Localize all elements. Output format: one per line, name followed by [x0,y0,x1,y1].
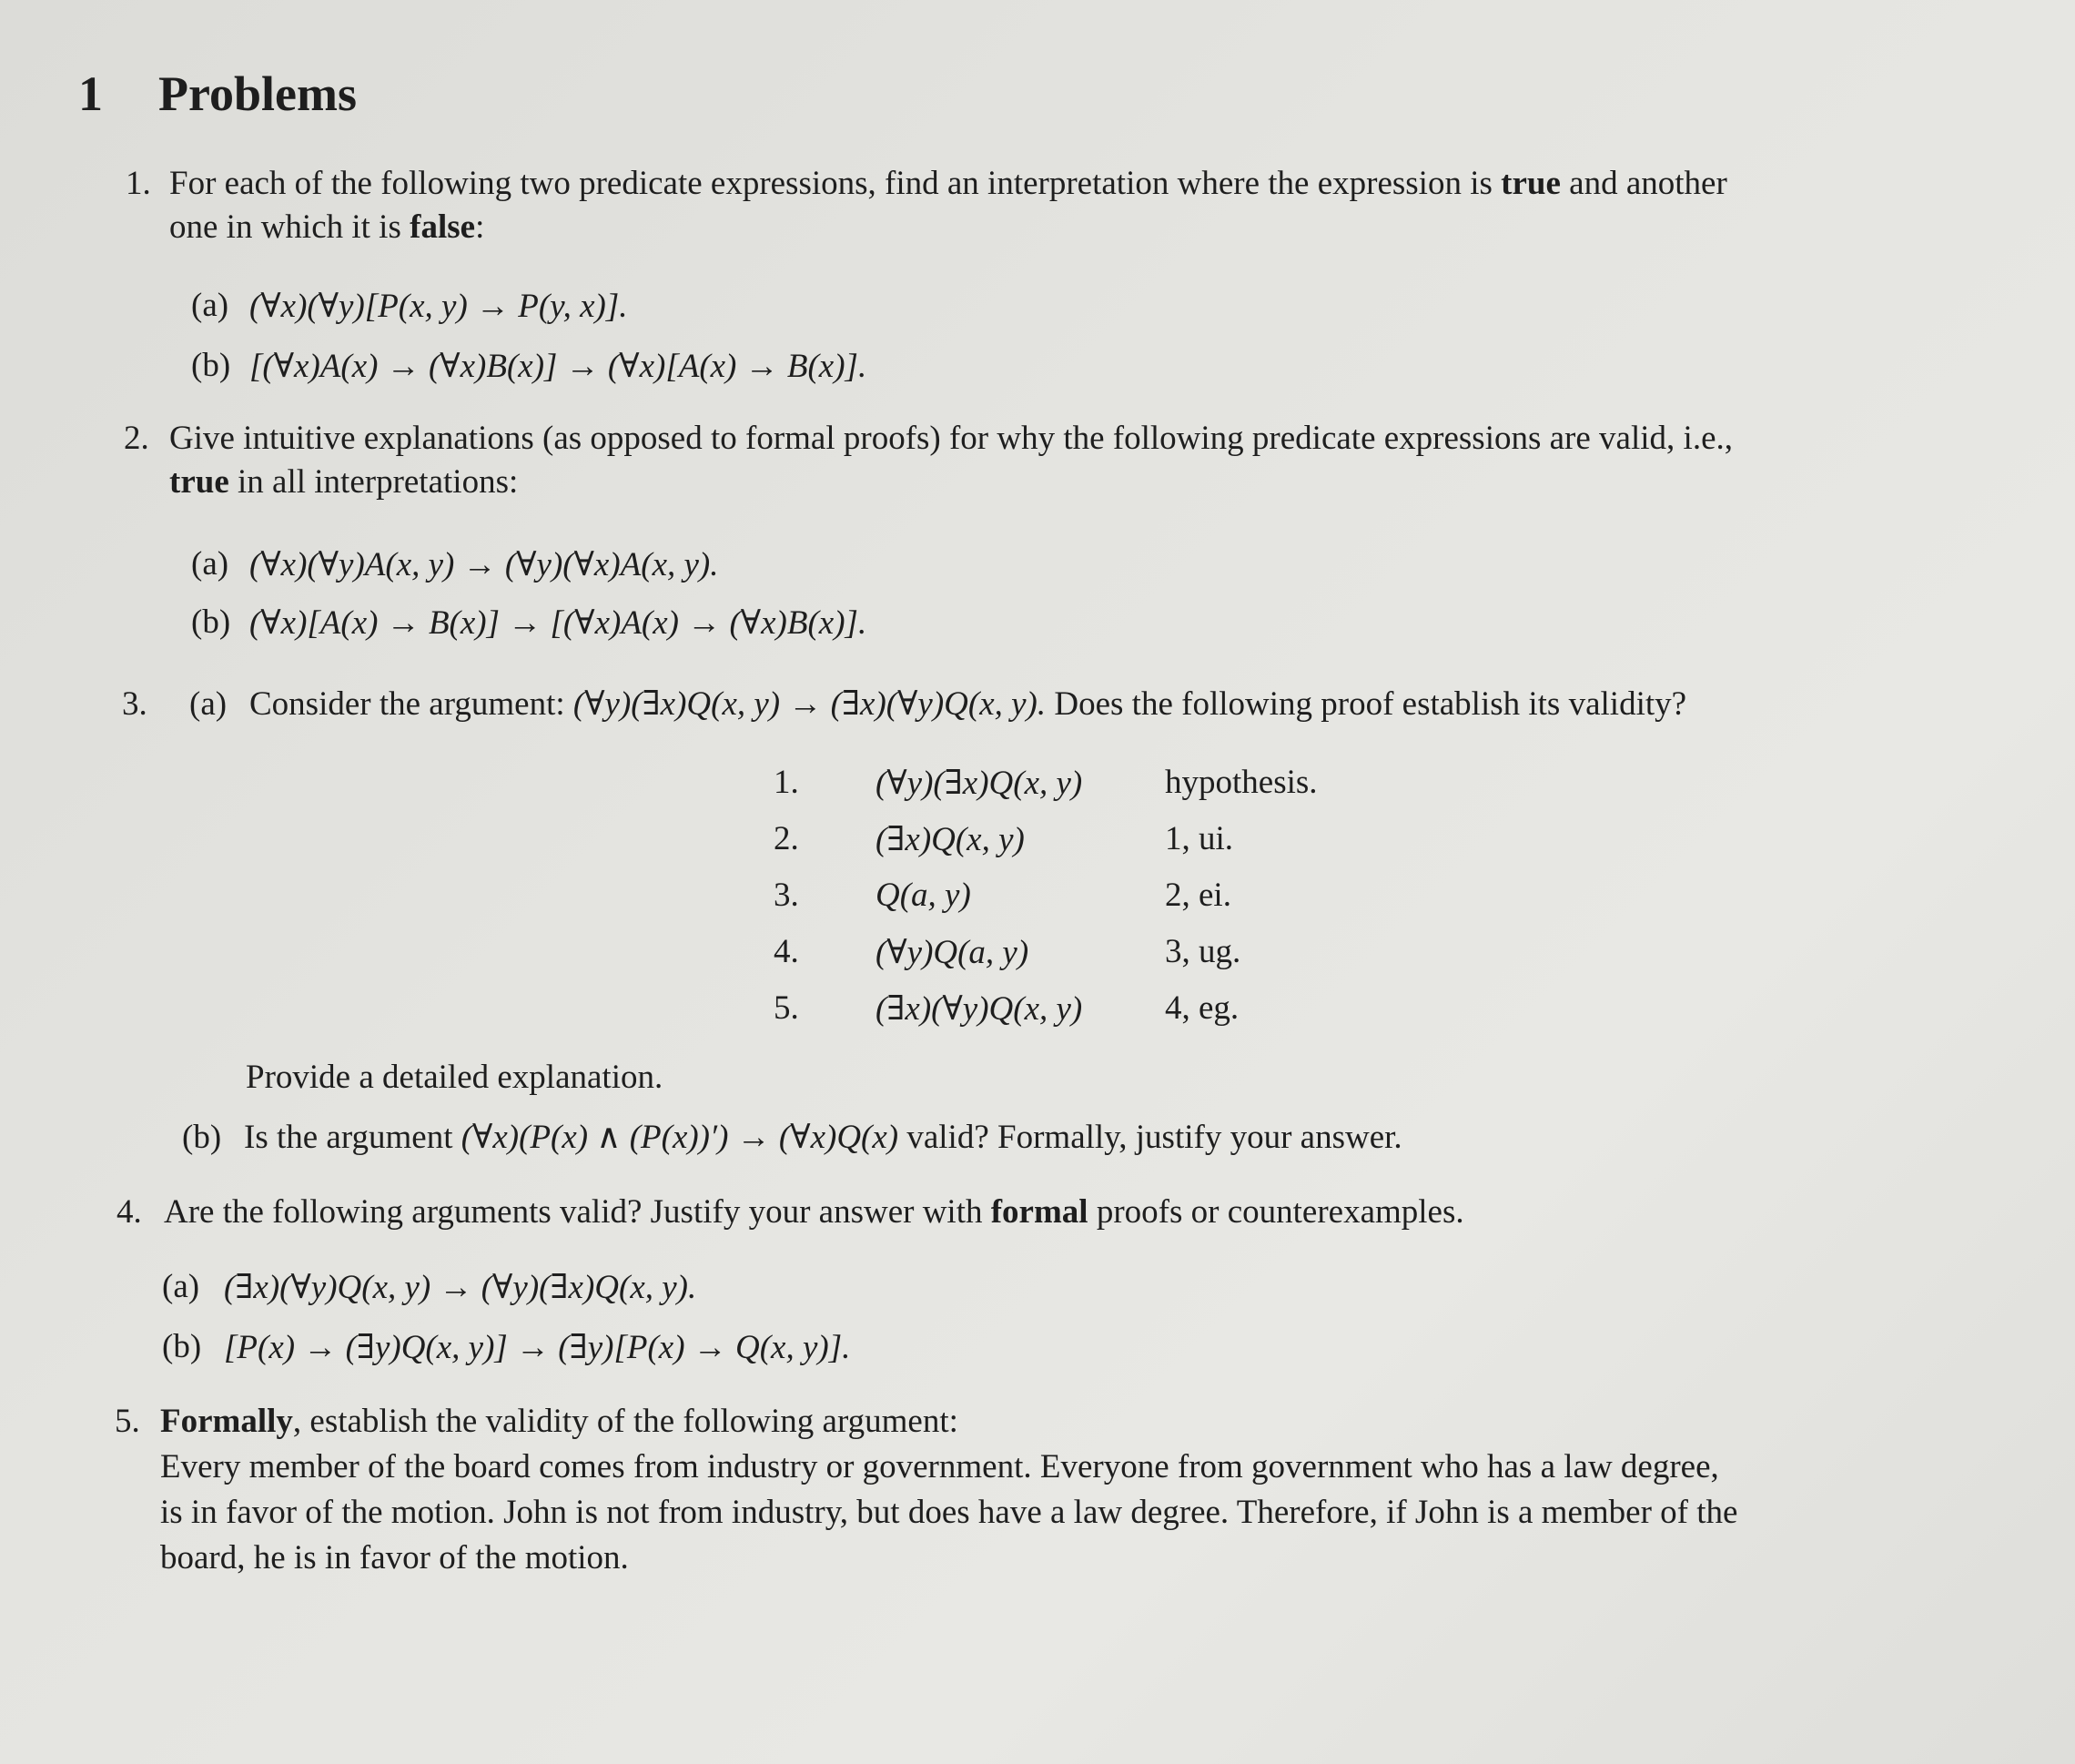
p3b-expression: (∀x)(P(x) ∧ (P(x))′) → (∀x)Q(x) [461,1119,899,1156]
p1b-expression: [(∀x)A(x) → (∀x)B(x)] → (∀x)[A(x) → B(x)]. [249,348,867,385]
p1-line2-end: : [475,208,485,246]
p1b-label: (b) [191,347,231,384]
p2b-expression: (∀x)[A(x) → B(x)] → [(∀x)A(x) → (∀x)B(x)]. [249,604,867,642]
proof-step-justification: 3, ug. [1165,933,1241,970]
p1a-expression: (∀x)(∀y)[P(x, y) → P(y, x)]. [249,288,628,325]
p4b-label: (b) [162,1328,202,1365]
p4-text-start: Are the following arguments valid? Justify your answer with [164,1193,991,1231]
p1-line1-end: and another [1560,165,1727,202]
p3a-label: (a) [189,685,228,723]
p3a-text-start: Consider the argument: [249,685,573,723]
p3b-text-start: Is the argument [244,1119,461,1156]
problem-5-number: 5. [115,1403,140,1440]
p4b-expression: [P(x) → (∃y)Q(x, y)] → (∃y)[P(x) → Q(x, y)]. [224,1329,851,1366]
proof-step-number: 4. [774,933,799,970]
p1-false-bold: false [410,208,476,246]
proof-step-justification: 1, ui. [1165,820,1234,857]
problem-5-line4: board, he is in favor of the motion. [160,1539,629,1576]
proof-step-number: 1. [774,764,799,801]
p3b-text-end: valid? Formally, justify your answer. [898,1119,1402,1156]
p3a-text-end: Does the following proof establish its validity? [1046,685,1687,723]
proof-step-number: 5. [774,989,799,1027]
p2-line2-rest: in all interpretations: [228,463,519,501]
problem-3-number: 3. [122,685,147,723]
section-number: 1 [78,66,103,121]
problem-1-text-line1 [169,164,1727,204]
p2b-label: (b) [191,603,231,641]
problem-5-line1 [160,1402,958,1442]
p5-line1-rest: , establish the validity of the following argument: [292,1403,958,1440]
proof-step-number: 2. [774,820,799,857]
p1-line2-part: one in which it is [169,208,410,246]
problem-2-number: 2. [124,420,149,457]
p3b-label: (b) [182,1119,222,1156]
p4-formal-bold: formal [990,1193,1088,1231]
problem-4-text [164,1192,1464,1232]
proof-step-expression: (∀y)Q(a, y) [876,934,1029,971]
p2a-label: (a) [191,545,229,583]
problem-4-number: 4. [116,1193,142,1231]
proof-step-justification: 4, eg. [1165,989,1240,1027]
p1-true-bold: true [1501,165,1561,202]
section-title: Problems [158,66,357,121]
p4a-label: (a) [162,1268,200,1305]
proof-step-expression: Q(a, y) [876,877,971,914]
p5-formally-bold: Formally [160,1403,293,1440]
problem-1-number: 1. [126,165,151,202]
problem-2-text-line2 [169,462,518,502]
problem-5-line2: Every member of the board comes from industry or government. Everyone from government who has a law degree, [160,1448,1719,1485]
p1-line1-part: For each of the following two predicate expressions, find an interpretation where the expression is [169,165,1502,202]
proof-step-expression: (∃x)(∀y)Q(x, y) [876,990,1083,1028]
p4a-expression: (∃x)(∀y)Q(x, y) → (∀y)(∃x)Q(x, y). [224,1269,697,1306]
problem-1-text-line2 [169,208,484,248]
p3a-explain: Provide a detailed explanation. [246,1059,663,1096]
problem-2-text-line1: Give intuitive explanations (as opposed to formal proofs) for why the following predicate expressions are valid, i.e., [169,420,1733,457]
proof-step-justification: hypothesis. [1165,764,1318,801]
proof-step-justification: 2, ei. [1165,877,1231,914]
proof-step-number: 3. [774,877,799,914]
p4-text-end: proofs or counterexamples. [1088,1193,1464,1231]
p3b-text [244,1118,1402,1158]
p3a-expression: (∀y)(∃x)Q(x, y) → (∃x)(∀y)Q(x, y). [572,685,1047,723]
p1a-label: (a) [191,287,229,324]
proof-step-expression: (∀y)(∃x)Q(x, y) [876,765,1083,802]
p2a-expression: (∀x)(∀y)A(x, y) → (∀y)(∀x)A(x, y). [249,546,719,583]
p2-true-bold: true [169,463,229,501]
proof-step-expression: (∃x)Q(x, y) [876,821,1025,858]
problem-5-line3: is in favor of the motion. John is not from industry, but does have a law degree. Therefore, if John is a member of the [160,1494,1738,1531]
p3a-text [249,684,1686,725]
